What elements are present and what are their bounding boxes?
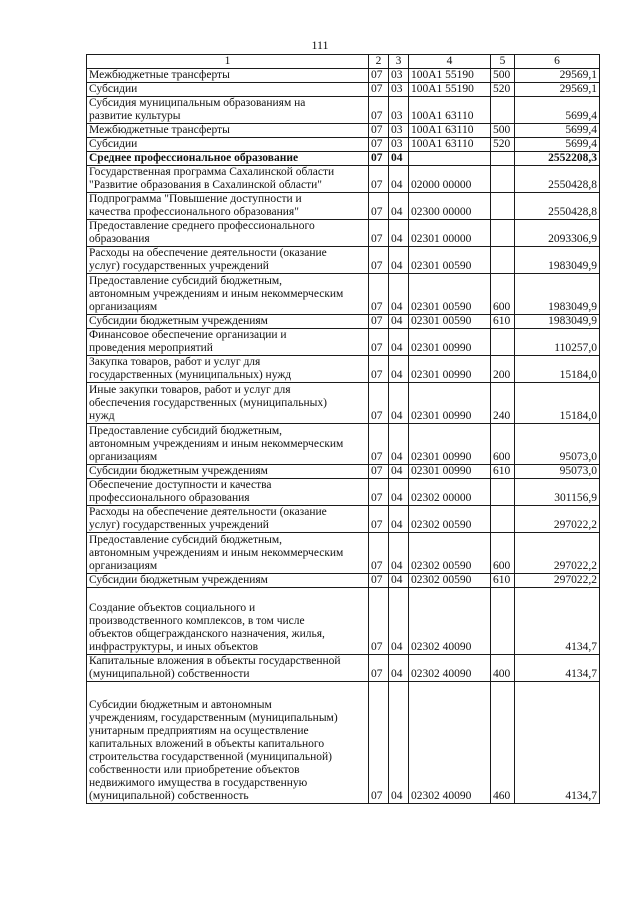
- section-code-cell: 07: [369, 655, 389, 682]
- row-name-cell: Субсидии: [87, 138, 369, 152]
- subsection-code-cell: 04: [389, 424, 409, 465]
- subsection-code-cell: 04: [389, 274, 409, 315]
- expense-type-cell: 600: [491, 424, 515, 465]
- amount-cell: 29569,1: [515, 69, 600, 83]
- table-row: [87, 152, 600, 166]
- row-name-cell: Субсидии: [87, 83, 369, 97]
- row-name-cell: Субсидии бюджетным учреждениям: [87, 574, 369, 588]
- table-row: [87, 69, 600, 83]
- table-row: [87, 97, 600, 124]
- amount-cell: 1983049,9: [515, 247, 600, 274]
- subsection-code-cell: 04: [389, 682, 409, 804]
- table-row: [87, 193, 600, 220]
- target-article-cell: 100А1 63110: [409, 124, 491, 138]
- page-number: 111: [311, 38, 329, 52]
- subsection-code-cell: 04: [389, 152, 409, 166]
- section-code-cell: 07: [369, 588, 389, 655]
- expense-type-cell: 400: [491, 655, 515, 682]
- expense-type-cell: [491, 479, 515, 506]
- section-code-cell: 07: [369, 533, 389, 574]
- amount-cell: 4134,7: [515, 588, 600, 655]
- amount-cell: 5699,4: [515, 97, 600, 124]
- target-article-cell: 02301 00590: [409, 274, 491, 315]
- section-code-cell: 07: [369, 220, 389, 247]
- expense-type-cell: 240: [491, 383, 515, 424]
- target-article-cell: 02302 00000: [409, 479, 491, 506]
- table-row: [87, 356, 600, 383]
- amount-cell: 5699,4: [515, 138, 600, 152]
- section-code-cell: 07: [369, 506, 389, 533]
- expense-type-cell: [491, 220, 515, 247]
- expense-type-cell: 200: [491, 356, 515, 383]
- row-name-cell: Межбюджетные трансферты: [87, 69, 369, 83]
- amount-cell: 297022,2: [515, 506, 600, 533]
- subsection-code-cell: 04: [389, 465, 409, 479]
- header-cell-1: 1: [87, 55, 369, 69]
- expense-type-cell: [491, 152, 515, 166]
- subsection-code-cell: 04: [389, 329, 409, 356]
- budget-table: [86, 54, 600, 804]
- section-code-cell: 07: [369, 138, 389, 152]
- section-code-cell: 07: [369, 479, 389, 506]
- table-row: [87, 682, 600, 804]
- amount-cell: 297022,2: [515, 533, 600, 574]
- expense-type-cell: 600: [491, 533, 515, 574]
- expense-type-cell: 610: [491, 315, 515, 329]
- subsection-code-cell: 04: [389, 193, 409, 220]
- amount-cell: 1983049,9: [515, 274, 600, 315]
- section-code-cell: 07: [369, 152, 389, 166]
- expense-type-cell: [491, 588, 515, 655]
- amount-cell: 4134,7: [515, 655, 600, 682]
- amount-cell: 5699,4: [515, 124, 600, 138]
- amount-cell: 95073,0: [515, 424, 600, 465]
- target-article-cell: [409, 152, 491, 166]
- target-article-cell: 02300 00000: [409, 193, 491, 220]
- subsection-code-cell: 03: [389, 138, 409, 152]
- subsection-code-cell: 04: [389, 506, 409, 533]
- row-name-cell: Субсидии бюджетным учреждениям: [87, 465, 369, 479]
- expense-type-cell: [491, 506, 515, 533]
- section-code-cell: 07: [369, 315, 389, 329]
- table-row: [87, 329, 600, 356]
- amount-cell: 4134,7: [515, 682, 600, 804]
- amount-cell: 1983049,9: [515, 315, 600, 329]
- amount-cell: 2550428,8: [515, 166, 600, 193]
- header-cell-3: 3: [389, 55, 409, 69]
- table-row: [87, 315, 600, 329]
- table-row: [87, 588, 600, 655]
- section-code-cell: 07: [369, 247, 389, 274]
- row-name-cell: Субсидии бюджетным учреждениям: [87, 315, 369, 329]
- section-code-cell: 07: [369, 97, 389, 124]
- section-code-cell: 07: [369, 274, 389, 315]
- table-row: [87, 247, 600, 274]
- target-article-cell: 100А1 55190: [409, 69, 491, 83]
- row-name-cell: Расходы на обеспечение деятельности (оказание услуг) государственных учреждений: [87, 506, 369, 533]
- expense-type-cell: 500: [491, 124, 515, 138]
- table-row: [87, 124, 600, 138]
- target-article-cell: 02301 00990: [409, 465, 491, 479]
- table-row: [87, 220, 600, 247]
- target-article-cell: 02000 00000: [409, 166, 491, 193]
- table-row: [87, 383, 600, 424]
- table-row: [87, 479, 600, 506]
- subsection-code-cell: 03: [389, 83, 409, 97]
- amount-cell: 2550428,8: [515, 193, 600, 220]
- expense-type-cell: [491, 329, 515, 356]
- section-code-cell: 07: [369, 124, 389, 138]
- section-code-cell: 07: [369, 166, 389, 193]
- section-code-cell: 07: [369, 69, 389, 83]
- amount-cell: 95073,0: [515, 465, 600, 479]
- section-code-cell: 07: [369, 193, 389, 220]
- row-name-cell: Предоставление субсидий бюджетным, автономным учреждениям и иным некоммерческим организациям: [87, 533, 369, 574]
- header-cell-4: 4: [409, 55, 491, 69]
- expense-type-cell: [491, 166, 515, 193]
- row-name-cell: Межбюджетные трансферты: [87, 124, 369, 138]
- table-row: [87, 138, 600, 152]
- row-name-cell: Субсидии бюджетным и автономным учреждениям, государственным (муниципальным) унитарным предприятиям на осуществление капитальных вложений в объекты капитального строительства государственной (муниципальной) собственности или приобретение объектов недвижимого имущества в государственную (муниципальной) собственность: [87, 682, 369, 804]
- row-name-cell: Обеспечение доступности и качества профессионального образования: [87, 479, 369, 506]
- subsection-code-cell: 03: [389, 97, 409, 124]
- target-article-cell: 02301 00990: [409, 329, 491, 356]
- subsection-code-cell: 04: [389, 574, 409, 588]
- section-code-cell: 07: [369, 465, 389, 479]
- subsection-code-cell: 04: [389, 315, 409, 329]
- subsection-code-cell: 04: [389, 247, 409, 274]
- row-name-cell: Закупка товаров, работ и услуг для государственных (муниципальных) нужд: [87, 356, 369, 383]
- target-article-cell: 02302 00590: [409, 533, 491, 574]
- subsection-code-cell: 03: [389, 69, 409, 83]
- section-code-cell: 07: [369, 682, 389, 804]
- table-row: [87, 424, 600, 465]
- expense-type-cell: 500: [491, 69, 515, 83]
- row-name-cell: Подпрограмма "Повышение доступности и качества профессионального образования": [87, 193, 369, 220]
- amount-cell: 15184,0: [515, 356, 600, 383]
- header-cell-2: 2: [369, 55, 389, 69]
- row-name-cell: Создание объектов социального и производственного комплексов, в том числе объектов общегражданского назначения, жилья, инфраструктуры, и иных объектов: [87, 588, 369, 655]
- expense-type-cell: 520: [491, 83, 515, 97]
- section-code-cell: 07: [369, 356, 389, 383]
- row-name-cell: Среднее профессиональное образование: [87, 152, 369, 166]
- table-row: [87, 274, 600, 315]
- section-code-cell: 07: [369, 383, 389, 424]
- amount-cell: 301156,9: [515, 479, 600, 506]
- budget-table-body: [87, 55, 600, 804]
- row-name-cell: Предоставление субсидий бюджетным, автономным учреждениям и иным некоммерческим организациям: [87, 424, 369, 465]
- row-name-cell: Капитальные вложения в объекты государственной (муниципальной) собственности: [87, 655, 369, 682]
- subsection-code-cell: 04: [389, 220, 409, 247]
- subsection-code-cell: 04: [389, 479, 409, 506]
- table-row: [87, 655, 600, 682]
- subsection-code-cell: 04: [389, 533, 409, 574]
- row-name-cell: Предоставление субсидий бюджетным, автономным учреждениям и иным некоммерческим организациям: [87, 274, 369, 315]
- expense-type-cell: [491, 97, 515, 124]
- expense-type-cell: 520: [491, 138, 515, 152]
- row-name-cell: Расходы на обеспечение деятельности (оказание услуг) государственных учреждений: [87, 247, 369, 274]
- target-article-cell: 02302 40090: [409, 682, 491, 804]
- table-row: [87, 83, 600, 97]
- header-row: [87, 55, 600, 69]
- table-row: [87, 166, 600, 193]
- row-name-cell: Финансовое обеспечение организации и проведения мероприятий: [87, 329, 369, 356]
- row-name-cell: Предоставление среднего профессионального образования: [87, 220, 369, 247]
- section-code-cell: 07: [369, 83, 389, 97]
- target-article-cell: 100А1 55190: [409, 83, 491, 97]
- subsection-code-cell: 04: [389, 655, 409, 682]
- amount-cell: 2552208,3: [515, 152, 600, 166]
- target-article-cell: 02301 00990: [409, 356, 491, 383]
- target-article-cell: 100А1 63110: [409, 138, 491, 152]
- table-row: [87, 533, 600, 574]
- section-code-cell: 07: [369, 424, 389, 465]
- subsection-code-cell: 04: [389, 588, 409, 655]
- expense-type-cell: 610: [491, 574, 515, 588]
- target-article-cell: 100А1 63110: [409, 97, 491, 124]
- row-name-cell: Государственная программа Сахалинской области "Развитие образования в Сахалинской области": [87, 166, 369, 193]
- table-row: [87, 465, 600, 479]
- subsection-code-cell: 04: [389, 383, 409, 424]
- amount-cell: 29569,1: [515, 83, 600, 97]
- section-code-cell: 07: [369, 329, 389, 356]
- table-row: [87, 506, 600, 533]
- amount-cell: 15184,0: [515, 383, 600, 424]
- header-cell-6: 6: [515, 55, 600, 69]
- target-article-cell: 02302 00590: [409, 574, 491, 588]
- table-row: [87, 574, 600, 588]
- subsection-code-cell: 04: [389, 166, 409, 193]
- target-article-cell: 02302 00590: [409, 506, 491, 533]
- target-article-cell: 02301 00990: [409, 383, 491, 424]
- amount-cell: 2093306,9: [515, 220, 600, 247]
- row-name-cell: Иные закупки товаров, работ и услуг для обеспечения государственных (муниципальных) нужд: [87, 383, 369, 424]
- expense-type-cell: 460: [491, 682, 515, 804]
- target-article-cell: 02302 40090: [409, 655, 491, 682]
- expense-type-cell: 600: [491, 274, 515, 315]
- amount-cell: 110257,0: [515, 329, 600, 356]
- expense-type-cell: [491, 193, 515, 220]
- section-code-cell: 07: [369, 574, 389, 588]
- target-article-cell: 02302 40090: [409, 588, 491, 655]
- expense-type-cell: 610: [491, 465, 515, 479]
- expense-type-cell: [491, 247, 515, 274]
- subsection-code-cell: 03: [389, 124, 409, 138]
- amount-cell: 297022,2: [515, 574, 600, 588]
- target-article-cell: 02301 00590: [409, 315, 491, 329]
- target-article-cell: 02301 00590: [409, 247, 491, 274]
- target-article-cell: 02301 00990: [409, 424, 491, 465]
- row-name-cell: Субсидия муниципальным образованиям на развитие культуры: [87, 97, 369, 124]
- target-article-cell: 02301 00000: [409, 220, 491, 247]
- header-cell-5: 5: [491, 55, 515, 69]
- subsection-code-cell: 04: [389, 356, 409, 383]
